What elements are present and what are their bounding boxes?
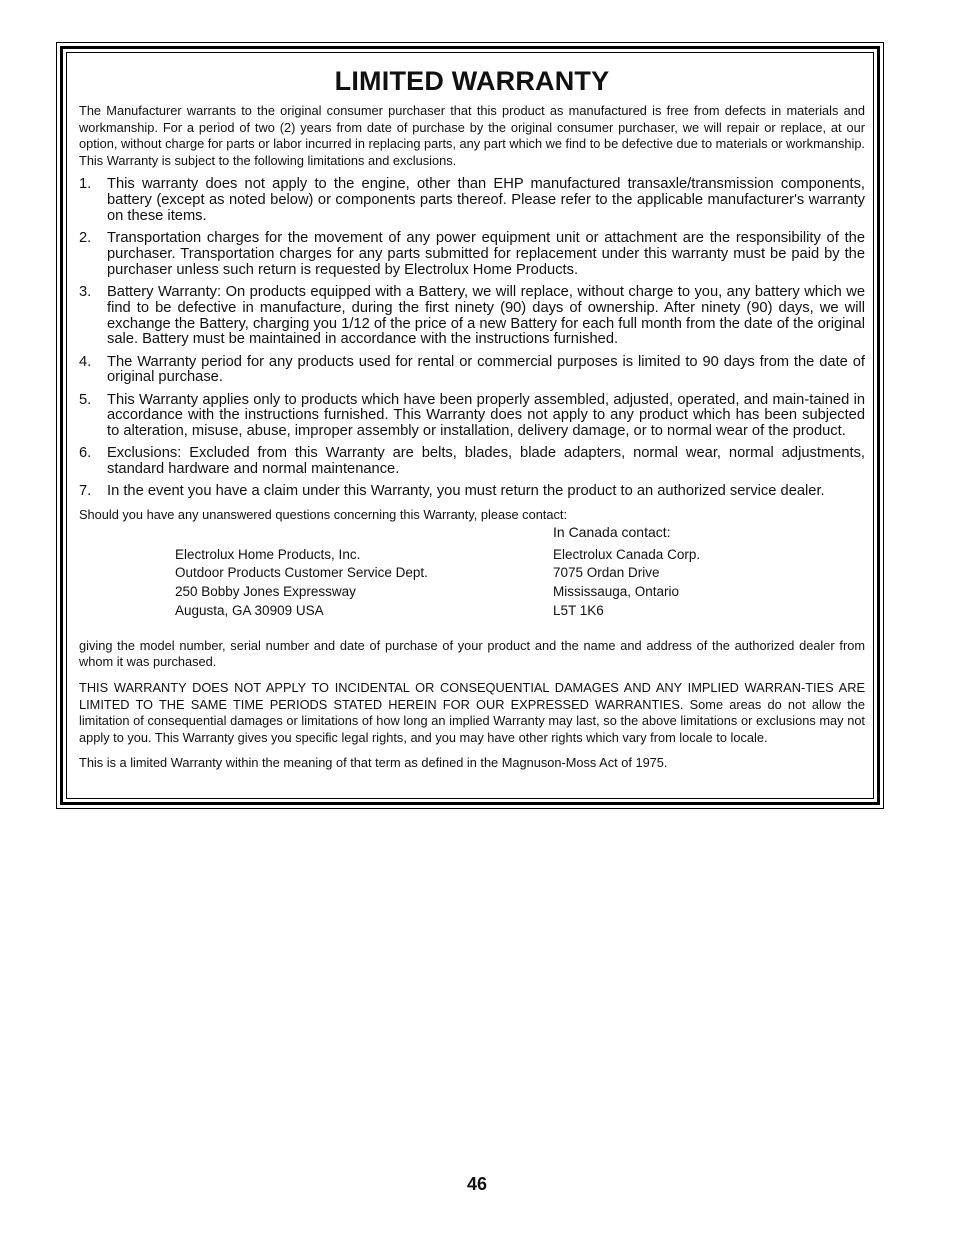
item-number: 4.: [79, 353, 92, 370]
list-item: [79, 393, 865, 440]
list-item: [79, 355, 865, 387]
warranty-content: [79, 64, 865, 772]
item-text: This warranty does not apply to the engine, other than EHP manufactured transaxle/transmission components, battery (except as noted below) or components parts thereof. Please refer to the applicable manufacturer's warranty on these items.: [107, 176, 865, 224]
us-address: [175, 546, 553, 621]
list-item: [79, 484, 865, 500]
item-number: 7.: [79, 483, 92, 500]
canada-contact-label: In Canada contact:: [553, 523, 671, 540]
item-number: 2.: [79, 230, 92, 247]
magnuson-moss-paragraph: This is a limited Warranty within the meaning of that term as defined in the Magnuson-Moss Act of 1975.: [79, 755, 668, 771]
item-text: Battery Warranty: On products equipped with a Battery, we will replace, without charge to you, any battery which we find to be defective in manufacture, during the first ninety (90) days of ownership. After ninety (90) days, we will exchange the Battery, charging you 1/12 of the price of a new Battery for each full month from the date of the original sale. Battery must be maintained in accordance with the instructions furnished.: [107, 283, 865, 348]
address-block: [79, 546, 865, 621]
item-text: In the event you have a claim under this Warranty, you must return the product to an authorized service dealer.: [107, 483, 825, 500]
canada-address-line: L5T 1K6: [553, 603, 604, 619]
canada-address-line: Electrolux Canada Corp.: [553, 546, 701, 562]
item-text: The Warranty period for any products used for rental or commercial purposes is limited to 90 days from the date of original purchase.: [107, 353, 865, 386]
list-item: [79, 285, 865, 348]
us-address-line: Outdoor Products Customer Service Dept.: [175, 565, 428, 581]
intro-paragraph: The Manufacturer warrants to the original consumer purchaser that this product as manufactured is free from defects in materials and workmanship. For a period of two (2) years from date of purchase by the original consumer purchaser, we will repair or replace, at our option, without charge for parts or labor incurred in replacing parts, any part which we find to be defective due to materials or workmanship. This Warranty is subject to the following limitations and exclusions.: [79, 103, 865, 168]
disclaimer-paragraph: THIS WARRANTY DOES NOT APPLY TO INCIDENTAL OR CONSEQUENTIAL DAMAGES AND ANY IMPLIED WARRAN-TIES ARE LIMITED TO THE SAME TIME PERIODS STATED HEREIN FOR OUR EXPRESSED WARRANTIES. Some areas do not allow the limitation of consequential damages or limitations of how long an implied Warranty may last, so the above limitations or exclusions may not apply to you. This Warranty gives you specific legal rights, and you may have other rights which vary from locale to locale.: [79, 680, 865, 745]
list-item: [79, 231, 865, 278]
canada-address-line: 7075 Ordan Drive: [553, 565, 660, 581]
limitations-list: [79, 177, 865, 500]
giving-paragraph: giving the model number, serial number and date of purchase of your product and the name and address of the authorized dealer from whom it was purchased.: [79, 637, 865, 670]
contact-intro: Should you have any unanswered questions concerning this Warranty, please contact:: [79, 507, 567, 523]
item-number: 6.: [79, 445, 92, 462]
item-number: 1.: [79, 176, 92, 193]
list-item: [79, 446, 865, 478]
item-text: Transportation charges for the movement of any power equipment unit or attachment are the responsibility of the purchaser. Transportation charges for any parts submitted for replacement under this warranty must be paid by the purchaser unless such return is requested by Electrolux Home Products.: [107, 230, 865, 278]
page-title: LIMITED WARRANTY: [334, 66, 610, 96]
us-address-line: Electrolux Home Products, Inc.: [175, 546, 361, 562]
us-address-line: Augusta, GA 30909 USA: [175, 603, 324, 619]
page-number: 46: [466, 1174, 488, 1194]
item-text: Exclusions: Excluded from this Warranty are belts, blades, blade adapters, normal wear, normal adjustments, standard hardware and normal maintenance.: [107, 445, 865, 478]
canada-address: [553, 546, 700, 621]
list-item: [79, 177, 865, 224]
item-text: This Warranty applies only to products which have been properly assembled, adjusted, operated, and main-tained in accordance with the instructions furnished. This Warranty does not apply to any product which has been subjected to alteration, misuse, abuse, improper assembly or installation, delivery damage, or to normal wear of the product.: [107, 391, 865, 440]
canada-address-line: Mississauga, Ontario: [553, 584, 680, 600]
item-number: 3.: [79, 283, 92, 300]
item-number: 5.: [79, 391, 92, 408]
us-address-line: 250 Bobby Jones Expressway: [175, 584, 356, 600]
